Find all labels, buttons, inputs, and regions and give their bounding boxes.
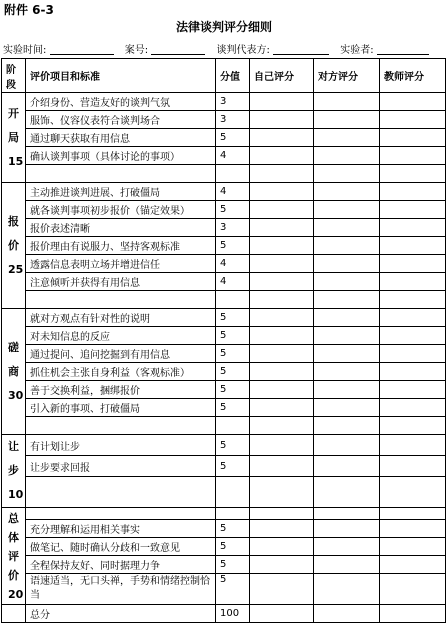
self-score-cell[interactable] [250,93,314,111]
teacher-score-cell[interactable] [380,345,446,363]
item-score: 5 [216,574,250,605]
self-score-cell[interactable] [250,309,314,327]
self-score-cell[interactable] [250,255,314,273]
self-score-cell[interactable] [250,219,314,237]
annex-label: 附件 6-3 [4,3,54,17]
item-text: 透露信息表明立场并增进信任 [26,255,216,273]
opponent-score-cell[interactable] [314,556,380,574]
table-row [2,399,446,417]
table-row-blank [2,477,446,508]
self-score-cell[interactable] [250,327,314,345]
table-row [2,520,446,538]
opponent-score-cell[interactable] [314,345,380,363]
opponent-score-cell[interactable] [314,309,380,327]
item-score: 5 [216,456,250,477]
self-score-cell[interactable] [250,456,314,477]
phase-opening: 开 局 15 [2,93,26,183]
phase-quote: 报 价 25 [2,183,26,309]
table-row [2,538,446,556]
item-score: 5 [216,381,250,399]
item-text: 注意倾听并获得有用信息 [26,273,216,291]
opponent-score-cell[interactable] [314,538,380,556]
item-text: 通过聊天获取有用信息 [26,129,216,147]
item-text: 抓住机会主张自身利益（客观标准） [26,363,216,381]
table-row-blank [2,165,446,183]
table-row [2,556,446,574]
opponent-score-cell[interactable] [314,147,380,165]
item-score: 5 [216,538,250,556]
opponent-score-cell[interactable] [314,237,380,255]
self-score-cell[interactable] [250,435,314,456]
opponent-score-cell[interactable] [314,574,380,605]
self-score-cell[interactable] [250,520,314,538]
opponent-score-cell[interactable] [314,605,380,623]
self-score-cell[interactable] [250,147,314,165]
self-score-cell[interactable] [250,273,314,291]
item-text: 做笔记、随时确认分歧和一致意见 [26,538,216,556]
item-score: 4 [216,183,250,201]
teacher-score-cell[interactable] [380,93,446,111]
total-score: 100 [216,605,250,623]
col-item-header: 评价项目和标准 [26,59,216,93]
teacher-score-cell[interactable] [380,129,446,147]
teacher-score-cell[interactable] [380,201,446,219]
self-score-cell[interactable] [250,538,314,556]
rep-label: 谈判代表方: [216,45,270,56]
teacher-score-cell[interactable] [380,399,446,417]
item-text: 报价理由有说服力、坚持客观标准 [26,237,216,255]
teacher-score-cell[interactable] [380,520,446,538]
self-score-cell[interactable] [250,399,314,417]
col-teacher-score-header: 教师评分 [380,59,446,93]
teacher-score-cell[interactable] [380,574,446,605]
item-text: 全程保持友好、同时据理力争 [26,556,216,574]
self-score-cell[interactable] [250,201,314,219]
teacher-score-cell[interactable] [380,237,446,255]
opponent-score-cell[interactable] [314,381,380,399]
item-text: 确认谈判事项（具体讨论的事项） [26,147,216,165]
item-score: 5 [216,520,250,538]
opponent-score-cell[interactable] [314,399,380,417]
item-text: 通过提问、追问挖掘到有用信息 [26,345,216,363]
self-score-cell[interactable] [250,556,314,574]
table-row [2,183,446,201]
table-row [2,237,446,255]
case-blank [151,44,205,55]
table-row [2,255,446,273]
table-row [2,574,446,605]
table-row-blank [2,291,446,309]
teacher-score-cell[interactable] [380,273,446,291]
item-text: 就各谈判事项初步报价（锚定效果） [26,201,216,219]
item-text: 就对方观点有针对性的说明 [26,309,216,327]
table-row-blank [2,417,446,435]
teacher-score-cell[interactable] [380,605,446,623]
item-text: 有计划让步 [26,435,216,456]
item-text: 报价表述清晰 [26,219,216,237]
table-row [2,456,446,477]
item-text: 让步要求回报 [26,456,216,477]
teacher-score-cell[interactable] [380,255,446,273]
total-row [2,605,446,623]
self-score-cell[interactable] [250,129,314,147]
table-row [2,273,446,291]
item-text: 语速适当，无口头禅，手势和情绪控制恰当 [26,574,216,605]
item-score: 5 [216,435,250,456]
col-score-header: 分值 [216,59,250,93]
item-score: 3 [216,111,250,129]
date-label: 实验时间: [3,45,47,56]
item-score: 5 [216,201,250,219]
item-text: 善于交换利益，捆绑报价 [26,381,216,399]
item-score: 5 [216,309,250,327]
item-score: 5 [216,327,250,345]
item-score: 5 [216,399,250,417]
info-line [3,41,446,56]
opponent-score-cell[interactable] [314,183,380,201]
teacher-score-cell[interactable] [380,456,446,477]
item-text: 介绍身份、营造友好的谈判气氛 [26,93,216,111]
opponent-score-cell[interactable] [314,435,380,456]
teacher-score-cell[interactable] [380,219,446,237]
table-header-row [2,59,446,93]
case-label: 案号: [124,45,149,56]
teacher-score-cell[interactable] [380,538,446,556]
opponent-score-cell[interactable] [314,219,380,237]
item-text: 充分理解和运用相关事实 [26,520,216,538]
total-label: 总分 [26,605,216,623]
date-blank [50,44,114,55]
opponent-score-cell[interactable] [314,129,380,147]
opponent-score-cell[interactable] [314,327,380,345]
table-row [2,435,446,456]
item-score: 5 [216,556,250,574]
table-row [2,363,446,381]
phase-concession: 让 步 10 [2,435,26,508]
item-text: 主动推进谈判进展、打破僵局 [26,183,216,201]
opponent-score-cell[interactable] [314,273,380,291]
item-score: 3 [216,93,250,111]
self-score-cell[interactable] [250,183,314,201]
col-self-score-header: 自己评分 [250,59,314,93]
scoring-table [1,58,446,623]
item-score: 4 [216,273,250,291]
self-score-cell[interactable] [250,363,314,381]
self-score-cell[interactable] [250,345,314,363]
item-text: 服饰、仪容仪表符合谈判场合 [26,111,216,129]
opponent-score-cell[interactable] [314,201,380,219]
self-score-cell[interactable] [250,605,314,623]
col-opponent-score-header: 对方评分 [314,59,380,93]
table-row [2,111,446,129]
table-row [2,219,446,237]
table-row [2,327,446,345]
teacher-score-cell[interactable] [380,435,446,456]
item-text: 对未知信息的反应 [26,327,216,345]
item-text: 引入新的事项、打破僵局 [26,399,216,417]
item-score: 5 [216,129,250,147]
teacher-score-cell[interactable] [380,556,446,574]
self-score-cell[interactable] [250,237,314,255]
item-score: 5 [216,237,250,255]
teacher-score-cell[interactable] [380,147,446,165]
self-score-cell[interactable] [250,381,314,399]
item-score: 4 [216,147,250,165]
item-score: 5 [216,363,250,381]
opponent-score-cell[interactable] [314,520,380,538]
item-score: 3 [216,219,250,237]
experimenter-label: 实验者: [340,45,374,56]
phase-negotiation: 磋 商 30 [2,309,26,435]
phase-overall: 总 体 评 价 20 [2,508,26,605]
rep-blank [273,44,329,55]
item-score: 4 [216,255,250,273]
table-row [2,381,446,399]
teacher-score-cell[interactable] [380,327,446,345]
table-row [2,129,446,147]
document-title: 法律谈判评分细则 [175,20,272,34]
teacher-score-cell[interactable] [380,183,446,201]
teacher-score-cell[interactable] [380,381,446,399]
item-score: 5 [216,345,250,363]
table-row [2,93,446,111]
table-row [2,345,446,363]
self-score-cell[interactable] [250,574,314,605]
table-row [2,201,446,219]
table-row [2,147,446,165]
table-row-blank [2,508,446,520]
self-score-cell[interactable] [250,111,314,129]
teacher-score-cell[interactable] [380,363,446,381]
opponent-score-cell[interactable] [314,111,380,129]
opponent-score-cell[interactable] [314,255,380,273]
opponent-score-cell[interactable] [314,456,380,477]
teacher-score-cell[interactable] [380,309,446,327]
opponent-score-cell[interactable] [314,93,380,111]
opponent-score-cell[interactable] [314,363,380,381]
teacher-score-cell[interactable] [380,111,446,129]
table-row [2,309,446,327]
experimenter-blank [377,44,429,55]
col-phase-header: 阶段 [2,59,26,93]
